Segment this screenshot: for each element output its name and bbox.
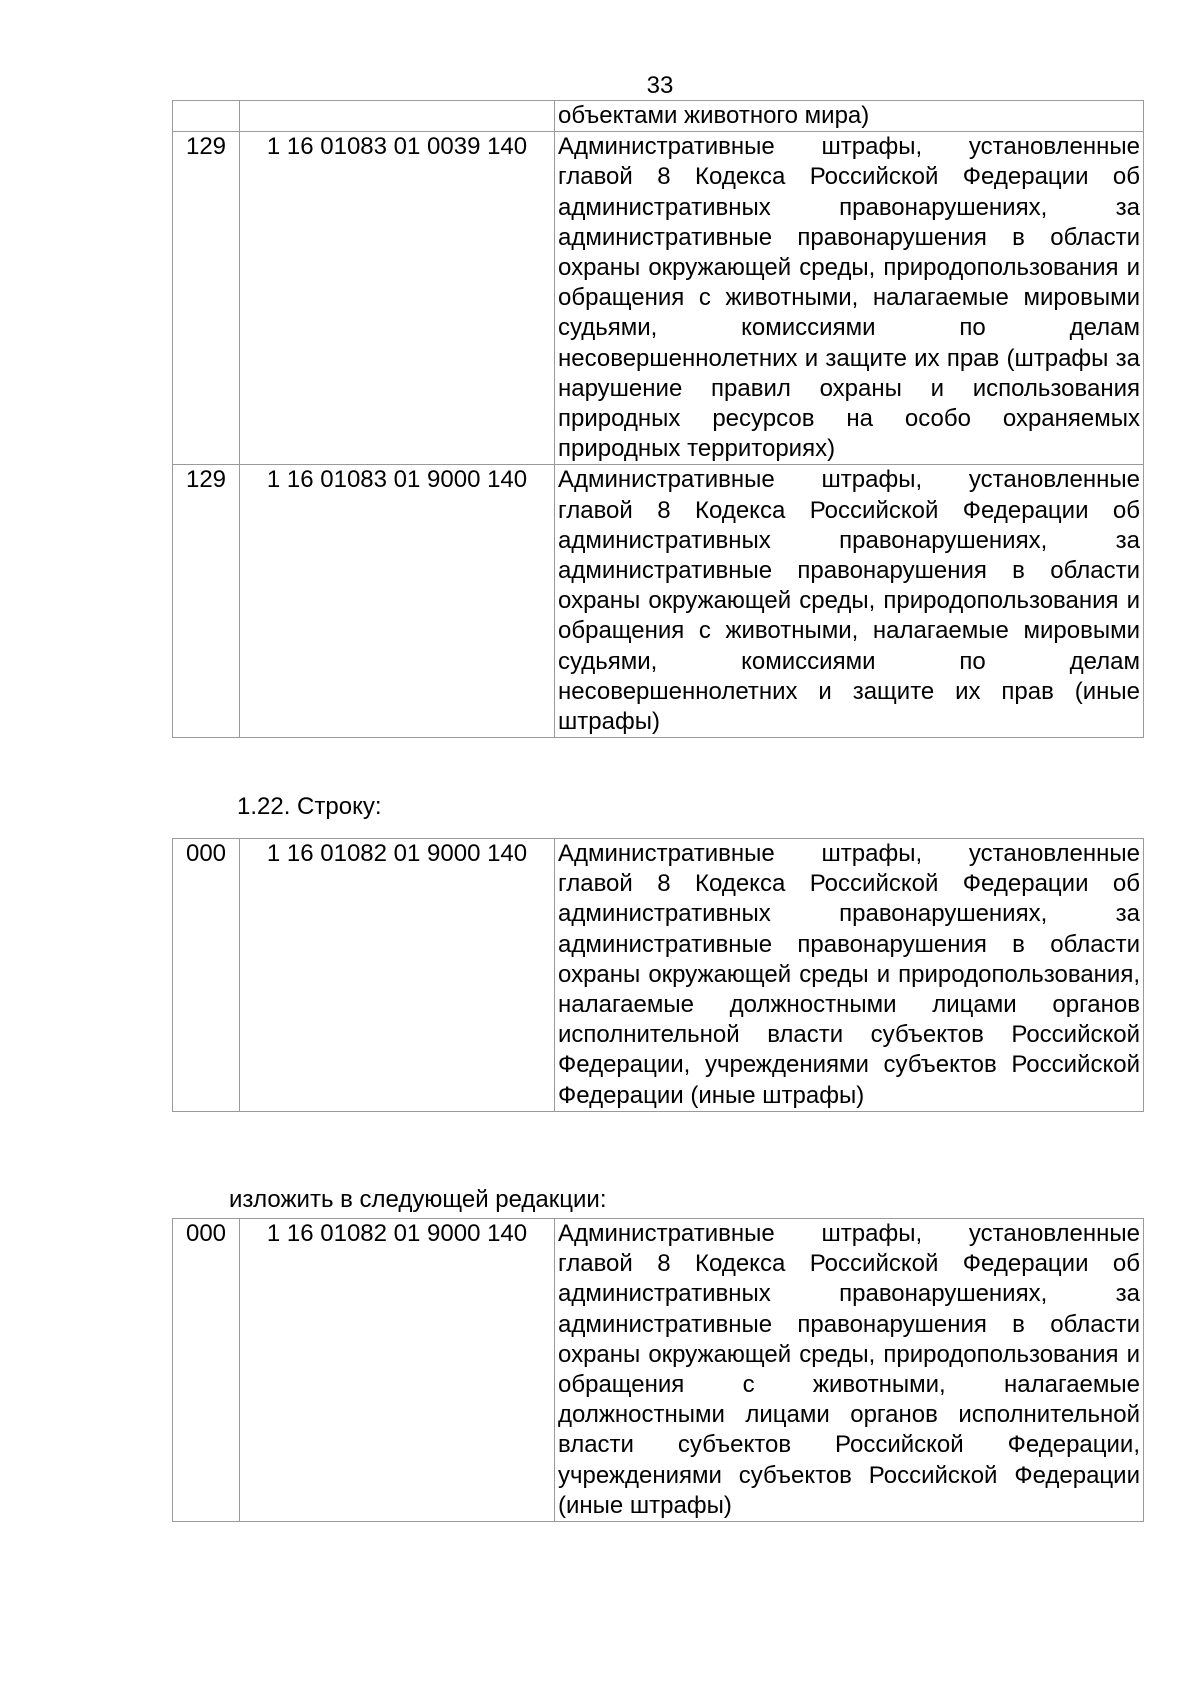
paragraph-edit-instruction: изложить в следующей редакции:	[229, 1186, 607, 1213]
description-cell: Административные штрафы, установленные главой 8 Кодекса Российской Федерации об административных правонарушениях, за административные правонарушения в области охраны окружающей среды, природопользования и обращения с животными, налагаемые должностными лицами органов исполнительной власти субъектов Российской Федерации, учреждениями субъектов Российской Федерации (иные штрафы)	[555, 1219, 1144, 1522]
admin-code-cell: 000	[173, 839, 240, 1112]
paragraph-1-22: 1.22. Строку:	[237, 793, 382, 820]
budget-code-cell: 1 16 01083 01 9000 140	[240, 465, 555, 738]
new-line-table	[172, 1218, 1144, 1522]
page-number: 33	[646, 72, 674, 99]
budget-codes-table-continued	[172, 100, 1144, 738]
admin-code-cell: 129	[173, 132, 240, 465]
admin-code-cell: 129	[173, 465, 240, 738]
description-cell: Административные штрафы, установленные главой 8 Кодекса Российской Федерации об административных правонарушениях, за административные правонарушения в области охраны окружающей среды и природопользования, налагаемые должностными лицами органов исполнительной власти субъектов Российской Федерации, учреждениями субъектов Российской Федерации (иные штрафы)	[555, 839, 1144, 1112]
table-row	[173, 465, 1144, 738]
budget-code-cell: 1 16 01082 01 9000 140	[240, 1219, 555, 1522]
budget-code-cell: 1 16 01082 01 9000 140	[240, 839, 555, 1112]
description-cell: Административные штрафы, установленные главой 8 Кодекса Российской Федерации об административных правонарушениях, за административные правонарушения в области охраны окружающей среды, природопользования и обращения с животными, налагаемые мировыми судьями, комиссиями по делам несовершеннолетних и защите их прав (иные штрафы)	[555, 465, 1144, 738]
old-line-table	[172, 838, 1144, 1112]
table-row	[173, 132, 1144, 465]
budget-code-cell: 1 16 01083 01 0039 140	[240, 132, 555, 465]
admin-code-cell	[173, 101, 240, 132]
description-cell: Административные штрафы, установленные главой 8 Кодекса Российской Федерации об административных правонарушениях, за административные правонарушения в области охраны окружающей среды, природопользования и обращения с животными, налагаемые мировыми судьями, комиссиями по делам несовершеннолетних и защите их прав (штрафы за нарушение правил охраны и использования природных ресурсов на особо охраняемых природных территориях)	[555, 132, 1144, 465]
admin-code-cell: 000	[173, 1219, 240, 1522]
description-cell: объектами животного мира)	[555, 101, 1144, 132]
budget-code-cell	[240, 101, 555, 132]
table-row	[173, 101, 1144, 132]
table-row	[173, 839, 1144, 1112]
table-row	[173, 1219, 1144, 1522]
